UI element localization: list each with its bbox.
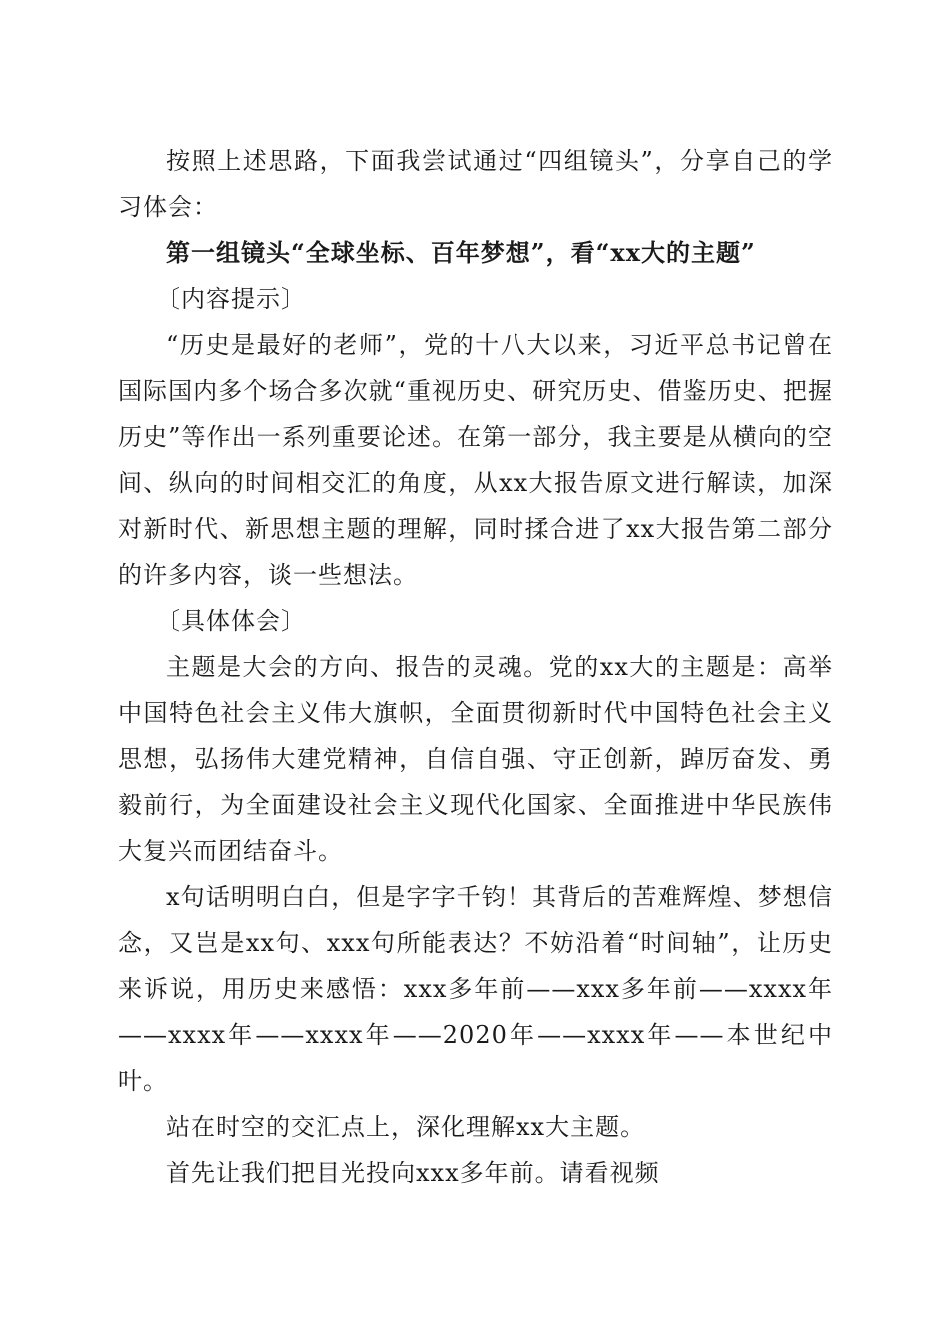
theme-paragraph: 主题是大会的方向、报告的灵魂。党的xx大的主题是：高举中国特色社会主义伟大旗帜，全面贯彻新时代中国特色社会主义思想，弘扬伟大建党精神，自信自强、守正创新，踔厉奋发、勇毅前行，为全面建设社会主义现代化国家、全面推进中华民族伟大复兴而团结奋斗。 — [118, 653, 833, 865]
video-intro-paragraph: 首先让我们把目光投向xxx多年前。请看视频 — [166, 1159, 660, 1187]
document-body — [118, 138, 833, 1196]
section-heading: 第一组镜头“全球坐标、百年梦想”，看“xx大的主题” — [166, 238, 756, 267]
crossroads-paragraph: 站在时空的交汇点上，深化理解xx大主题。 — [166, 1113, 646, 1141]
intro-paragraph: 按照上述思路，下面我尝试通过“四组镜头”，分享自己的学习体会： — [118, 147, 833, 221]
timeline-paragraph: x句话明明白白，但是字字千钧！其背后的苦难辉煌、梦想信念，又岂是xx句、xxx句所能表达？不妨沿着“时间轴”，让历史来诉说，用历史来感悟：xxx多年前——xxx多年前——xxxx年——xxxx年——xxxx年——2020年——xxxx年——本世纪中叶。 — [118, 883, 833, 1095]
content-hint-paragraph: “历史是最好的老师”，党的十八大以来，习近平总书记曾在国际国内多个场合多次就“重视历史、研究历史、借鉴历史、把握历史”等作出一系列重要论述。在第一部分，我主要是从横向的空间、纵向的时间相交汇的角度，从xx大报告原文进行解读，加深对新时代、新思想主题的理解，同时揉合进了xx大报告第二部分的许多内容，谈一些想法。 — [118, 331, 833, 589]
content-hint-label: 〔内容提示〕 — [156, 285, 306, 313]
specific-insight-label: 〔具体体会〕 — [156, 607, 306, 635]
